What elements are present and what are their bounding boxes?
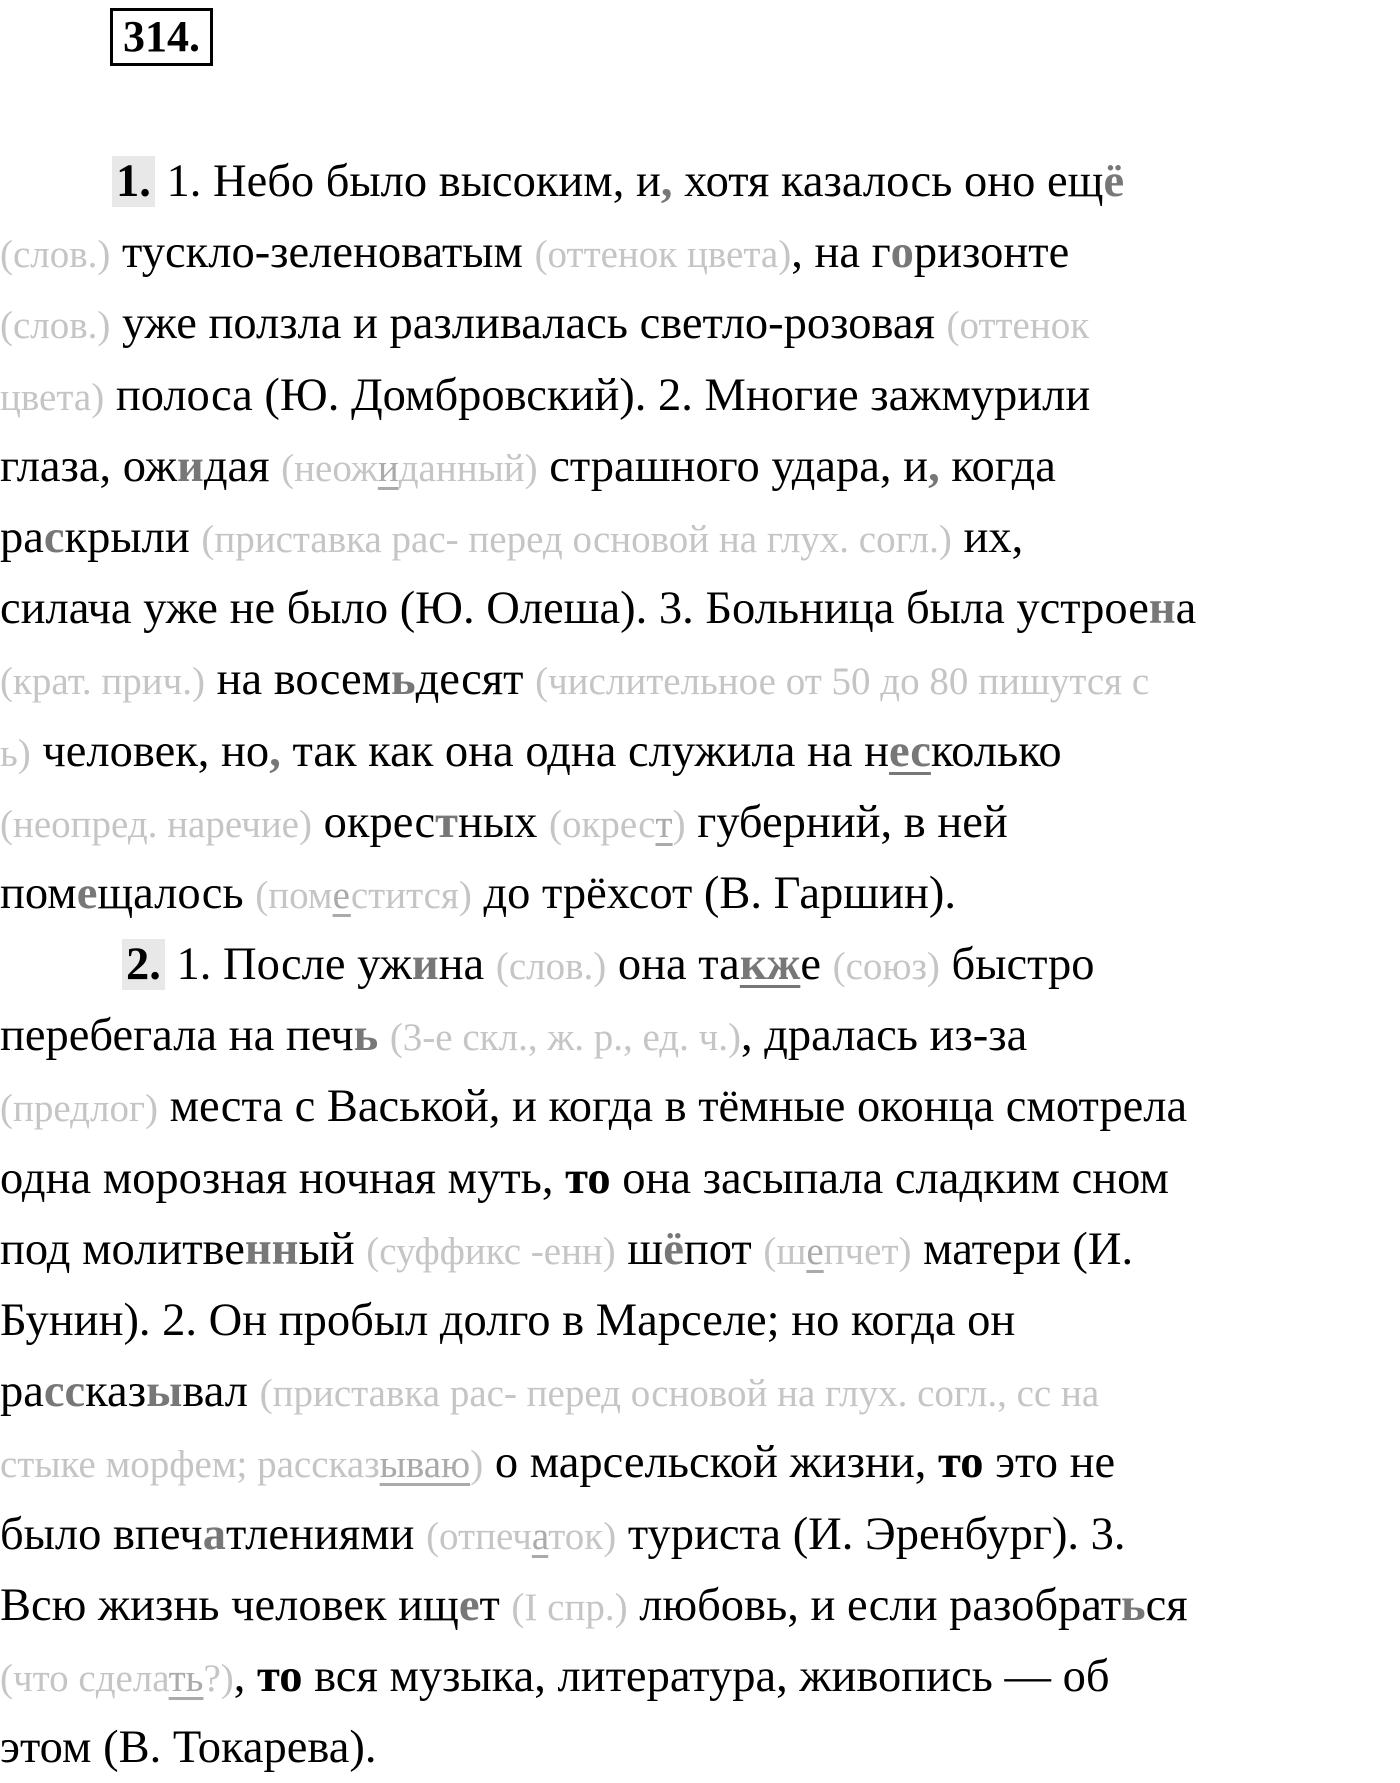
highlight-fragment: н <box>1148 583 1176 635</box>
text-fragment: т <box>479 1579 512 1631</box>
text-line <box>0 1427 1400 1498</box>
note-fragment: (крат. прич.) <box>0 660 205 704</box>
highlight-fragment: , <box>269 725 281 777</box>
text-line <box>0 1499 1400 1570</box>
highlight-fragment: а <box>202 1508 226 1560</box>
text-fragment: человек, но <box>30 725 270 777</box>
text-fragment: так как она одна служила на н <box>280 725 890 777</box>
text-fragment: ся <box>1145 1579 1188 1631</box>
note-fragment: пчет) <box>823 1229 912 1273</box>
text-line <box>0 217 1400 288</box>
text-fragment: вся музыка, литература, живопись — об <box>302 1650 1110 1702</box>
text-fragment: любовь, и если разобрат <box>627 1579 1122 1631</box>
text-fragment: , <box>233 1650 258 1702</box>
text-fragment: на <box>438 939 496 991</box>
note-fragment: (слов.) <box>495 945 607 989</box>
text-fragment: под молитве <box>0 1223 245 1275</box>
note-fragment: (окрес <box>549 802 656 846</box>
text-fragment: щалось <box>97 867 256 919</box>
text-fragment: пот <box>683 1223 764 1275</box>
text-fragment: дая <box>203 440 282 492</box>
text-fragment: , на г <box>791 227 891 279</box>
highlight-fragment: ё <box>1103 156 1125 207</box>
text-fragment: она засыпала сладким сном <box>610 1152 1169 1204</box>
text-fragment: тлениями <box>225 1508 427 1560</box>
note-fragment: (предлог) <box>0 1087 158 1131</box>
text-fragment: хотя казалось оно ещ <box>672 156 1104 207</box>
text-fragment: крыли <box>64 511 202 563</box>
note-fragment: цвета) <box>0 375 105 419</box>
text-fragment: тускло-зеленоватым <box>110 227 535 279</box>
text-fragment: десят <box>415 654 536 706</box>
text-fragment: ризонте <box>913 227 1070 279</box>
text-fragment: Всю жизнь человек ищ <box>0 1579 459 1631</box>
highlight-fragment: ь <box>1121 1579 1146 1631</box>
text-fragment: ш <box>615 1223 664 1275</box>
highlight-fragment: ь <box>391 654 416 706</box>
text-line <box>0 360 1400 431</box>
note-fragment: (пом <box>255 873 333 917</box>
text-fragment: пом <box>0 867 77 919</box>
note-fragment: (неож <box>281 446 378 490</box>
note-highlight: е <box>332 873 351 917</box>
text-fragment: а <box>1175 583 1197 635</box>
note-highlight: е <box>806 1229 824 1273</box>
note-fragment: данный) <box>398 446 538 490</box>
text-fragment: каз <box>85 1366 147 1418</box>
text-line <box>0 929 1400 1000</box>
text-line <box>0 502 1400 573</box>
note-highlight: ть <box>168 1656 204 1700</box>
highlight-fragment: ес <box>889 725 931 777</box>
highlight-fragment: о <box>890 227 914 279</box>
highlight-fragment: ё <box>663 1223 684 1275</box>
text-line <box>0 1214 1400 1285</box>
note-fragment: (приставка рас- перед основой на глух. согл., сс на <box>259 1372 1100 1416</box>
text-line <box>0 1071 1400 1142</box>
text-fragment: на восем <box>204 654 392 706</box>
part-marker: 2. <box>122 939 165 990</box>
note-fragment: (приставка рас- перед основой на глух. согл.) <box>201 517 952 561</box>
text-line <box>0 1641 1400 1712</box>
text-fragment: быстро <box>939 939 1095 991</box>
text-fragment: е <box>800 939 833 991</box>
bold-fragment: то <box>565 1152 611 1204</box>
text-fragment: силача уже не было (Ю. Олеша). 3. Больница была устрое <box>0 583 1149 635</box>
highlight-fragment: е <box>458 1579 480 1631</box>
bold-fragment: то <box>257 1650 303 1702</box>
note-highlight: и <box>377 446 399 490</box>
note-fragment: (союз) <box>832 945 940 989</box>
note-fragment: ) <box>470 1443 484 1487</box>
note-fragment: (3-е скл., ж. р., ед. ч.) <box>389 1016 742 1060</box>
note-fragment: (оттенок цвета) <box>534 233 792 277</box>
text-fragment: Бунин). 2. Он пробыл долго в Марселе; но когда он <box>0 1295 1016 1346</box>
text-fragment: ый <box>298 1223 367 1275</box>
note-fragment: ь) <box>0 731 31 775</box>
text-fragment: вал <box>182 1366 260 1418</box>
highlight-fragment: нн <box>244 1223 299 1275</box>
note-fragment: (числительное от 50 до 80 пишутся с <box>535 660 1150 704</box>
text-fragment: уже ползла и разливалась светло-розовая <box>110 298 947 350</box>
text-fragment: их, <box>951 511 1024 563</box>
exercise-text <box>0 146 1400 1783</box>
highlight-fragment: и <box>411 939 439 991</box>
text-fragment: когда <box>939 440 1056 492</box>
note-fragment: (что сдела <box>0 1656 169 1700</box>
text-line <box>0 787 1400 858</box>
highlight-fragment: с <box>43 511 65 563</box>
note-fragment: (отпеч <box>426 1514 532 1558</box>
text-line <box>0 716 1400 787</box>
text-line <box>0 573 1400 644</box>
highlight-fragment: кж <box>739 939 801 991</box>
text-fragment: места с Васькой, и когда в тёмные оконца смотрела <box>157 1081 1188 1133</box>
text-fragment: туриста (И. Эренбург). 3. <box>616 1508 1126 1560</box>
text-fragment: ных <box>457 796 549 848</box>
note-fragment: (слов.) <box>0 304 111 348</box>
highlight-fragment: и <box>177 440 204 492</box>
text-line <box>0 1712 1400 1783</box>
text-fragment: страшного удара, и <box>537 440 929 492</box>
note-fragment: (оттенок <box>946 304 1090 348</box>
highlight-fragment: , <box>660 156 673 207</box>
text-fragment: этом (В. Токарева). <box>0 1722 377 1774</box>
text-line <box>0 1000 1400 1071</box>
text-line <box>0 1356 1400 1427</box>
text-line <box>0 858 1400 929</box>
highlight-fragment: т <box>435 796 458 848</box>
note-highlight: ываю <box>379 1443 471 1487</box>
text-fragment: 1. После уж <box>164 939 412 991</box>
text-fragment: окрес <box>311 796 436 848</box>
note-highlight: а <box>531 1514 549 1558</box>
note-fragment: (ш <box>763 1229 807 1273</box>
highlight-fragment: ы <box>146 1366 183 1418</box>
text-fragment: одна морозная ночная муть, <box>0 1152 566 1204</box>
text-fragment: 1. Небо было высоким, и <box>166 156 661 207</box>
text-fragment: это не <box>983 1437 1116 1489</box>
text-line <box>0 431 1400 502</box>
note-fragment: (слов.) <box>0 233 111 277</box>
text-fragment: глаза, ож <box>0 440 178 492</box>
text-line <box>0 644 1400 715</box>
text-fragment: полоса (Ю. Домбровский). 2. Многие зажмурили <box>104 369 1091 421</box>
text-fragment: матери (И. <box>911 1223 1134 1275</box>
note-fragment: (суффикс -енн) <box>366 1229 616 1273</box>
text-fragment: колько <box>930 725 1062 777</box>
text-line <box>0 146 1400 217</box>
text-fragment: о марсельской жизни, <box>483 1437 938 1489</box>
part-marker: 1. <box>112 156 155 207</box>
highlight-fragment: , <box>928 440 940 492</box>
highlight-fragment: е <box>76 867 98 919</box>
text-line <box>0 1285 1400 1356</box>
bold-fragment: то <box>937 1437 984 1489</box>
text-line <box>0 1570 1400 1641</box>
note-fragment: ) <box>672 802 686 846</box>
highlight-fragment: ь <box>353 1010 379 1062</box>
highlight-fragment: сс <box>43 1366 86 1418</box>
text-fragment: , дралась из-за <box>741 1010 1028 1062</box>
note-fragment: стится) <box>350 873 472 917</box>
text-fragment <box>378 1010 390 1061</box>
note-fragment: ток) <box>548 1514 617 1558</box>
text-fragment: ра <box>0 511 44 563</box>
text-fragment: до трёхсот (В. Гаршин). <box>471 867 956 919</box>
note-fragment: ?) <box>203 1656 234 1700</box>
note-fragment: (I спр.) <box>511 1585 628 1629</box>
text-fragment: она та <box>606 939 740 991</box>
text-fragment: ра <box>0 1366 44 1418</box>
text-line <box>0 1143 1400 1214</box>
text-fragment: перебегала на печ <box>0 1010 354 1062</box>
note-highlight: т <box>655 802 673 846</box>
text-fragment: было впеч <box>0 1508 203 1560</box>
exercise-number: 314. <box>110 8 213 66</box>
note-fragment: стыке морфем; рассказ <box>0 1443 380 1487</box>
text-line <box>0 288 1400 359</box>
note-fragment: (неопред. наречие) <box>0 802 312 846</box>
text-fragment: губерний, в ней <box>685 796 1008 848</box>
